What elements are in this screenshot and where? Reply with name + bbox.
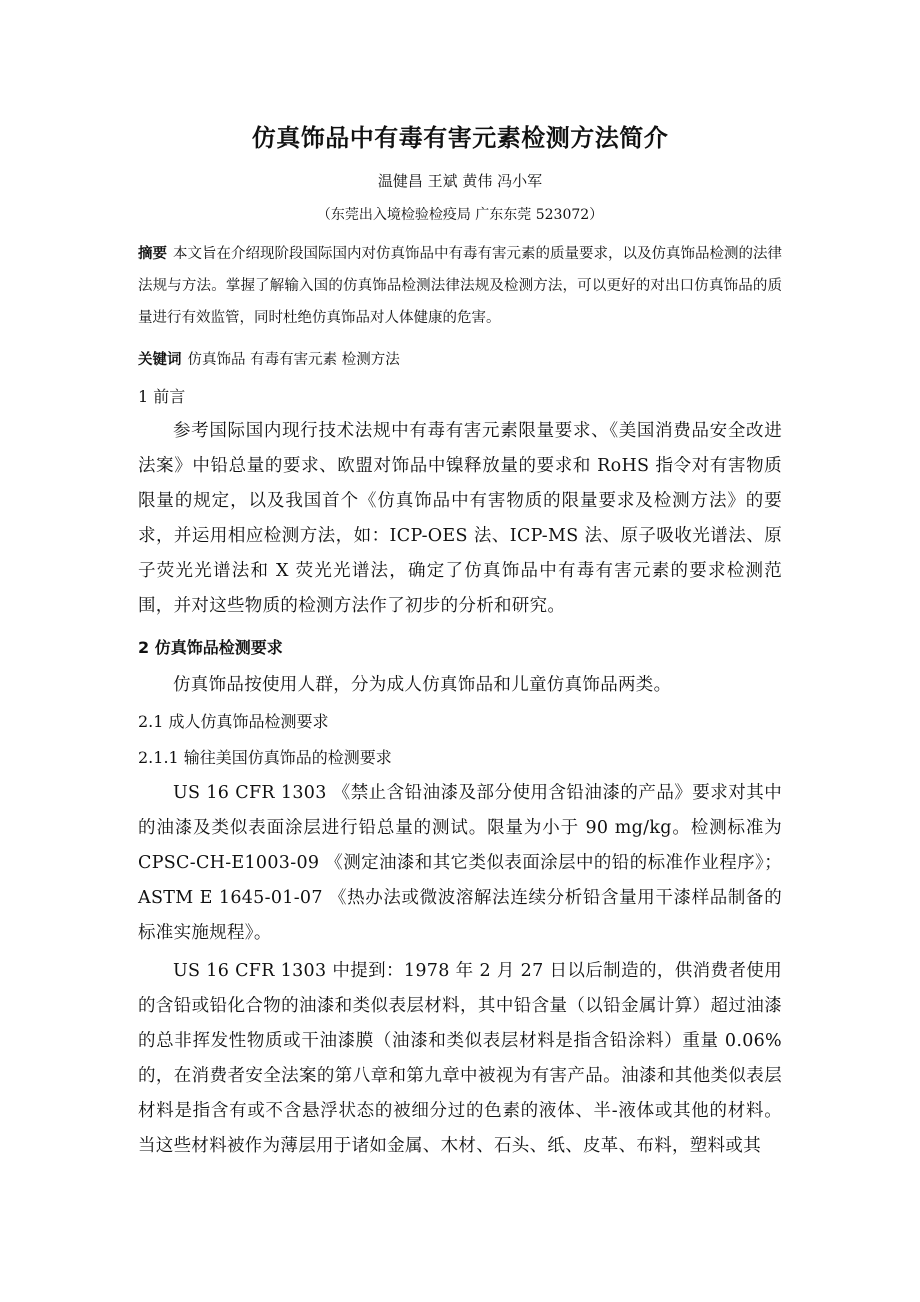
section-heading-2-1: 2.1 成人仿真饰品检测要求: [138, 712, 329, 731]
section-1-paragraph: 参考国际国内现行技术法规中有毒有害元素限量要求、《美国消费品安全改进法案》中铅总量的要求、欧盟对饰品中镍释放量的要求和 RoHS 指令对有害物质限量的规定，以及我国首个《仿真饰品中有害物质的限量要求及检测方法》的要求，并运用相应检测方法，如：ICP-OES 法、ICP-MS 法、原子吸收光谱法、原子荧光光谱法和 X 荧光光谱法，确定了仿真饰品中有毒有害元素的要求检测范围，并对这些物质的检测方法作了初步的分析和研究。: [138, 421, 782, 616]
keywords-label: 关键词: [138, 352, 182, 368]
section-2-1-1-paragraph-2: US 16 CFR 1303 中提到：1978 年 2 月 27 日以后制造的，供消费者使用的含铅或铅化合物的油漆和类似表层材料，其中铅含量（以铅金属计算）超过油漆的总非挥发性物质或干油漆膜（油漆和类似表层材料是指含铅涂料）重量 0.06%的，在消费者安全法案的第八章和第九章中被视为有害产品。油漆和其他类似表层材料是指含有或不含悬浮状态的被细分过的色素的液体、半-液体或其他的材料。当这些材料被作为薄层用于诸如金属、木材、石头、纸、皮革、布料，塑料或其: [138, 961, 782, 1156]
abstract: [138, 238, 782, 334]
keywords-text: 仿真饰品 有毒有害元素 检测方法: [187, 352, 400, 368]
section-heading-2: 2 仿真饰品检测要求: [138, 638, 283, 657]
paper-title: 仿真饰品中有毒有害元素检测方法简介: [251, 124, 669, 152]
abstract-label: 摘要: [138, 246, 167, 262]
section-heading-1: 1 前言: [138, 387, 186, 406]
keywords: [138, 344, 782, 376]
section-heading-2-1-1: 2.1.1 输往美国仿真饰品的检测要求: [138, 748, 392, 767]
section-2-paragraph: 仿真饰品按使用人群，分为成人仿真饰品和儿童仿真饰品两类。: [173, 675, 672, 695]
section-2-1-1-paragraph-1: US 16 CFR 1303 《禁止含铅油漆及部分使用含铅油漆的产品》要求对其中的油漆及类似表面涂层进行铅总量的测试。限量为小于 90 mg/kg。检测标准为 CPSC-CH-E1003-09 《测定油漆和其它类似表面涂层中的铅的标准作业程序》；ASTM E 1645-01-07 《热办法或微波溶解法连续分析铅含量用干漆样品制备的标准实施规程》。: [138, 783, 782, 943]
affiliation: （东莞出入境检验检疫局 广东东莞 523072）: [316, 207, 604, 223]
author-list: 温健昌 王斌 黄伟 冯小军: [377, 172, 543, 190]
abstract-text: 本文旨在介绍现阶段国际国内对仿真饰品中有毒有害元素的质量要求，以及仿真饰品检测的法律法规与方法。掌握了解输入国的仿真饰品检测法律法规及检测方法，可以更好的对出口仿真饰品的质量进行有效监管，同时杜绝仿真饰品对人体健康的危害。: [138, 246, 782, 326]
